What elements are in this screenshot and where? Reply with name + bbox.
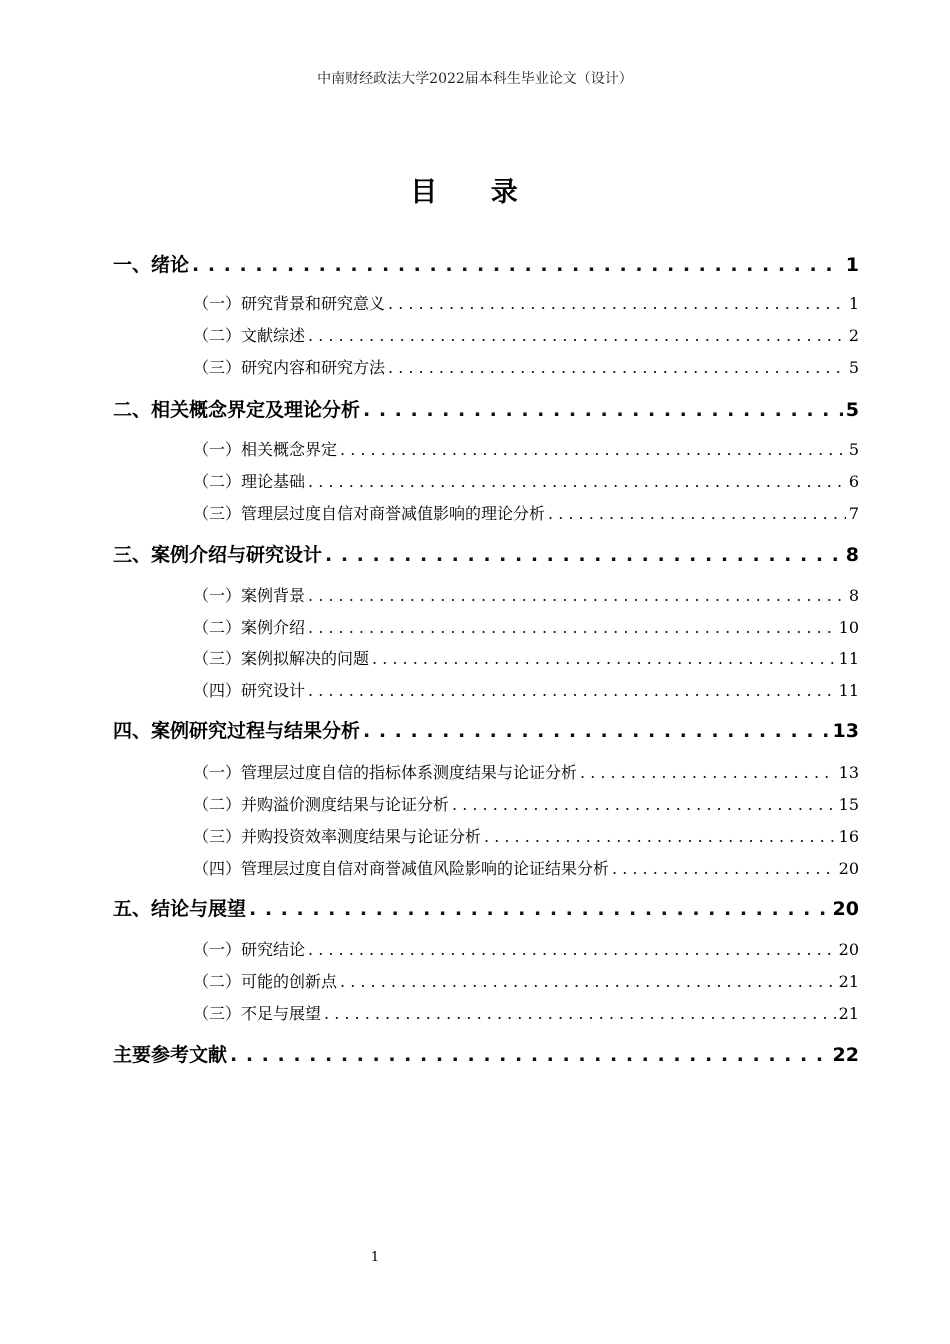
toc-page-number: 13 (838, 763, 859, 782)
toc-entry-title: （三）研究内容和研究方法 (193, 358, 386, 377)
toc-entry-title: （三）不足与展望 (193, 1004, 322, 1023)
toc-section[interactable] (193, 824, 859, 847)
dot-leader (308, 586, 846, 605)
dot-leader (308, 681, 836, 700)
toc-section[interactable] (193, 469, 859, 492)
toc-entry-title: （一）管理层过度自信的指标体系测度结果与论证分析 (193, 763, 578, 782)
toc-entry-title: 四、案例研究过程与结果分析 (113, 720, 361, 742)
toc-entry-title: （一）相关概念界定 (193, 440, 338, 459)
toc-page-number: 20 (832, 898, 859, 920)
toc-entry-title: 三、案例介绍与研究设计 (113, 544, 323, 566)
toc-section[interactable] (193, 646, 859, 669)
toc-chapter[interactable] (113, 1040, 859, 1067)
page-number: 1 (370, 1250, 380, 1265)
toc-page-number: 20 (838, 859, 859, 878)
dot-leader (363, 399, 843, 421)
toc-entry-title: （二）并购溢价测度结果与论证分析 (193, 795, 450, 814)
dot-leader (340, 440, 846, 459)
toc-page-number: 11 (838, 681, 859, 700)
dot-leader (192, 254, 843, 276)
dot-leader (308, 472, 846, 491)
toc-page-number: 8 (845, 544, 859, 566)
toc-page-number: 8 (848, 586, 859, 605)
toc-section[interactable] (193, 760, 859, 783)
toc-section[interactable] (193, 969, 859, 992)
toc-section[interactable] (193, 1001, 859, 1024)
toc-entry-title: （四）研究设计 (193, 681, 306, 700)
toc-section[interactable] (193, 355, 859, 378)
toc-chapter[interactable] (113, 395, 859, 422)
toc-section[interactable] (193, 291, 859, 314)
toc-entry-title: （三）管理层过度自信对商誉减值影响的理论分析 (193, 504, 546, 523)
page-header: 中南财经政法大学2022届本科生毕业论文（设计） (317, 71, 633, 87)
toc-section[interactable] (193, 437, 859, 460)
toc-chapter[interactable] (113, 540, 859, 567)
toc-entry-title: （四）管理层过度自信对商誉减值风险影响的论证结果分析 (193, 859, 610, 878)
toc-section[interactable] (193, 856, 859, 879)
toc-entry-title: 五、结论与展望 (113, 898, 247, 920)
dot-leader (612, 859, 836, 878)
toc-section[interactable] (193, 615, 859, 638)
toc-page-number: 5 (848, 358, 859, 377)
toc-page-number: 15 (838, 795, 859, 814)
dot-leader (308, 618, 836, 637)
page-title: 目 录 (410, 177, 540, 208)
dot-leader (452, 795, 836, 814)
toc-entry-title: （一）研究背景和研究意义 (193, 294, 386, 313)
toc-entry-title: （二）案例介绍 (193, 618, 306, 637)
toc-page-number: 7 (848, 504, 859, 523)
toc-entry-title: 一、绪论 (113, 254, 190, 276)
toc-chapter[interactable] (113, 716, 859, 743)
dot-leader (230, 1044, 830, 1066)
toc-entry-title: （一）案例背景 (193, 586, 306, 605)
toc-section[interactable] (193, 792, 859, 815)
dot-leader (249, 898, 830, 920)
dot-leader (388, 294, 846, 313)
dot-leader (580, 763, 836, 782)
toc-section[interactable] (193, 583, 859, 606)
toc-section[interactable] (193, 937, 859, 960)
toc-entry-title: 主要参考文献 (113, 1044, 228, 1066)
dot-leader (363, 720, 830, 742)
dot-leader (324, 1004, 836, 1023)
toc-page-number: 13 (832, 720, 859, 742)
toc-entry-title: （二）理论基础 (193, 472, 306, 491)
toc-entry-title: （三）案例拟解决的问题 (193, 649, 370, 668)
toc-page-number: 22 (832, 1044, 859, 1066)
toc-page-number: 6 (848, 472, 859, 491)
toc-page-number: 21 (838, 972, 859, 991)
dot-leader (484, 827, 836, 846)
dot-leader (308, 940, 836, 959)
toc-section[interactable] (193, 501, 859, 524)
dot-leader (548, 504, 846, 523)
dot-leader (325, 544, 843, 566)
toc-page-number: 20 (838, 940, 859, 959)
toc-entry-title: （二）文献综述 (193, 326, 306, 345)
toc-page-number: 5 (848, 440, 859, 459)
toc-page-number: 21 (838, 1004, 859, 1023)
toc-entry-title: （二）可能的创新点 (193, 972, 338, 991)
toc-page-number: 11 (838, 649, 859, 668)
toc-entry-title: 二、相关概念界定及理论分析 (113, 399, 361, 421)
toc-entry-title: （一）研究结论 (193, 940, 306, 959)
dot-leader (340, 972, 836, 991)
toc-page-number: 1 (845, 254, 859, 276)
toc-entry-title: （三）并购投资效率测度结果与论证分析 (193, 827, 482, 846)
toc-chapter[interactable] (113, 250, 859, 277)
toc-page-number: 10 (838, 618, 859, 637)
toc-section[interactable] (193, 323, 859, 346)
toc-page-number: 2 (848, 326, 859, 345)
toc-section[interactable] (193, 678, 859, 701)
dot-leader (308, 326, 846, 345)
dot-leader (388, 358, 846, 377)
toc-page-number: 1 (848, 294, 859, 313)
toc-page-number: 16 (838, 827, 859, 846)
toc-chapter[interactable] (113, 894, 859, 921)
dot-leader (372, 649, 836, 668)
toc-page-number: 5 (845, 399, 859, 421)
